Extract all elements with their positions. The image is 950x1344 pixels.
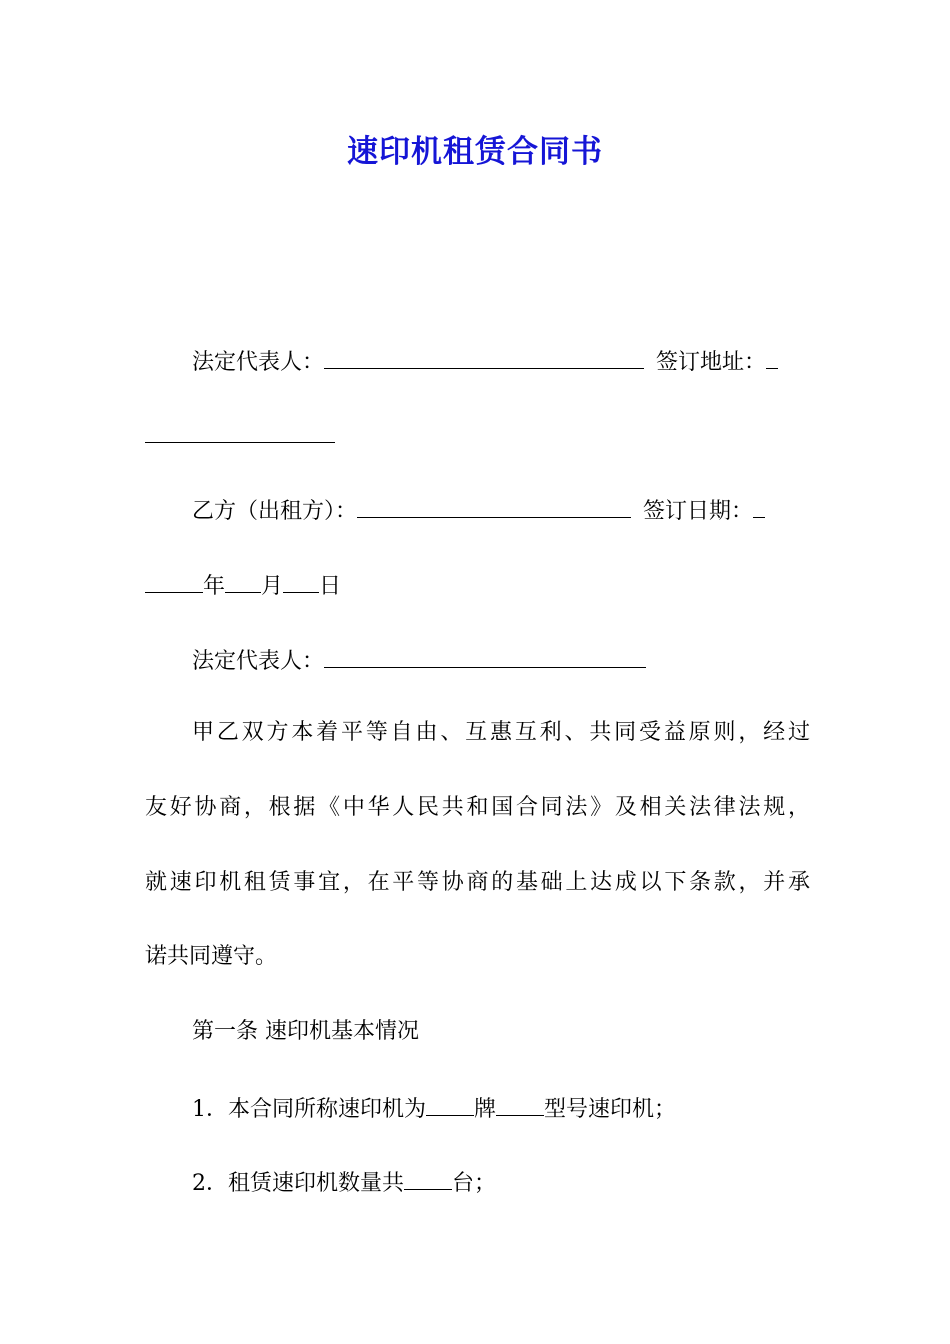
year-blank <box>145 568 203 593</box>
paragraph-line-2: 友好协商，根据《中华人民共和国合同法》及相关法律法规， <box>145 795 810 820</box>
month-blank <box>225 568 261 593</box>
sign-date-blank-start <box>753 493 765 518</box>
legal-rep-blank-2 <box>324 643 646 668</box>
party-b-blank <box>357 493 631 518</box>
paragraph-line-3: 就速印机租赁事宜，在平等协商的基础上达成以下条款，并承 <box>145 870 810 895</box>
item-1-text-a: 1．本合同所称速印机为 <box>192 1097 426 1122</box>
party-b-label: 乙方（出租方）： <box>192 499 358 524</box>
legal-rep-line-2 <box>192 643 810 678</box>
sign-address-label: 签订地址： <box>656 350 767 375</box>
day-label: 日 <box>319 574 342 599</box>
sign-date-label: 签订日期： <box>643 499 754 524</box>
document-title: 速印机租赁合同书 <box>347 134 603 170</box>
item-1-text-c: 型号速印机； <box>544 1097 677 1122</box>
article-1-heading: 第一条 速印机基本情况 <box>192 1019 419 1044</box>
sign-address-blank-start <box>766 344 778 369</box>
paragraph-line-1: 甲乙双方本着平等自由、互惠互利、共同受益原则，经过 <box>192 720 810 745</box>
model-blank <box>496 1091 544 1116</box>
article-1-item-1 <box>192 1091 810 1126</box>
party-b-line <box>192 493 810 528</box>
paragraph-line-4: 诺共同遵守。 <box>145 944 278 969</box>
quantity-blank <box>404 1165 452 1190</box>
legal-rep-line-1 <box>192 344 810 379</box>
year-label: 年 <box>203 574 226 599</box>
item-2-text-a: 2．租赁速印机数量共 <box>192 1171 404 1196</box>
sign-address-blank-end <box>145 418 335 443</box>
item-1-text-b: 牌 <box>474 1097 497 1122</box>
month-label: 月 <box>261 574 284 599</box>
legal-rep-blank <box>324 344 644 369</box>
legal-rep-label-2: 法定代表人： <box>192 649 325 674</box>
sign-address-continuation <box>145 418 810 453</box>
item-2-text-b: 台； <box>452 1171 497 1196</box>
date-line <box>145 568 810 603</box>
legal-rep-label: 法定代表人： <box>192 350 325 375</box>
article-1-item-2 <box>192 1165 810 1200</box>
day-blank <box>283 568 319 593</box>
brand-blank <box>426 1091 474 1116</box>
